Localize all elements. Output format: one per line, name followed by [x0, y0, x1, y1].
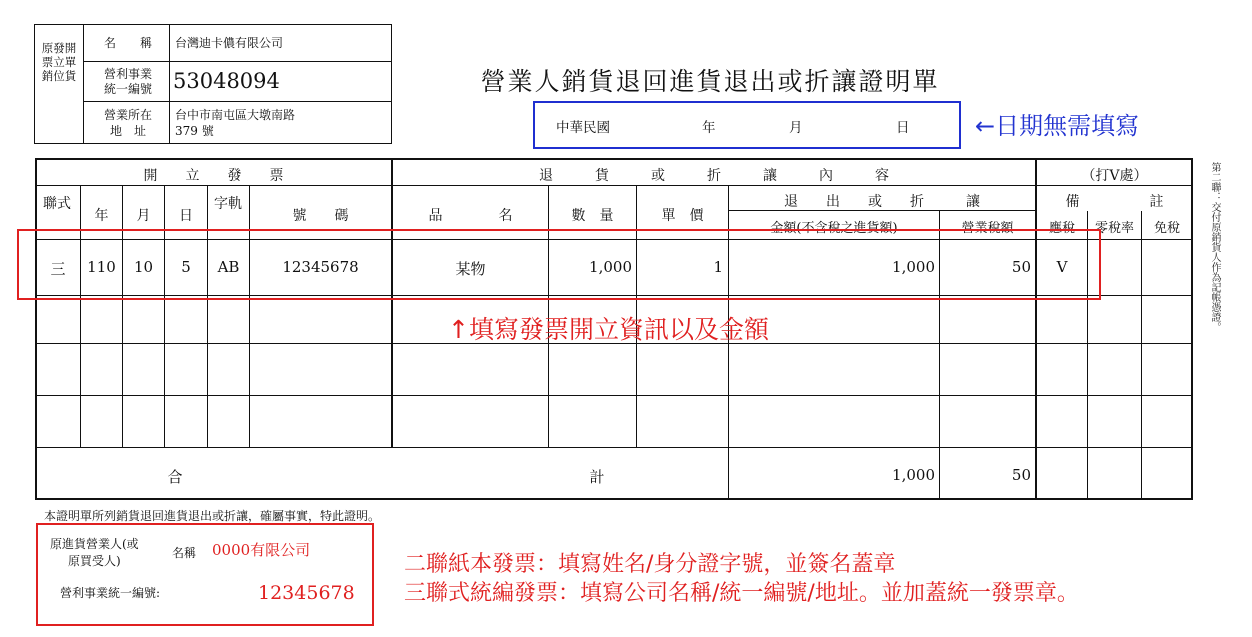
- buyer-taxid-value: 12345678: [258, 582, 355, 604]
- table-line: [164, 186, 165, 447]
- date-year: 年: [702, 120, 716, 136]
- total-label-1: 合: [167, 468, 183, 486]
- header-taxable: 應稅: [1048, 221, 1075, 236]
- seller-address-line-1: 台中市南屯區大墩南路: [175, 108, 296, 122]
- row-item: 某物: [455, 260, 486, 278]
- row-year: 110: [87, 258, 116, 276]
- row-month: 10: [133, 258, 154, 276]
- divider: [83, 101, 391, 102]
- seller-address-line-2: 379 號: [175, 124, 214, 138]
- three-copy-note: 三聯式統編發票：填寫公司名稱/統一編號/地址。並加蓋統一發票章。: [404, 581, 1079, 606]
- seller-address-label-2: 地 址: [109, 124, 146, 138]
- divider: [83, 25, 84, 143]
- header-tax: 營業稅額: [961, 221, 1014, 236]
- buyer-taxid-label: 營利事業統一編號:: [60, 586, 161, 600]
- total-label-2: 計: [589, 468, 605, 486]
- table-line: [249, 186, 250, 447]
- row-track: AB: [217, 258, 240, 276]
- date-note: ←日期無需填寫: [975, 112, 1140, 140]
- row-tax: 50: [1011, 258, 1031, 276]
- row-copy-type: 三: [50, 260, 66, 278]
- table-line: [36, 447, 1192, 448]
- header-day: 日: [179, 208, 193, 224]
- row-amount: 1,000: [892, 258, 935, 276]
- row-quantity: 1,000: [589, 258, 632, 276]
- table-line: [122, 186, 123, 447]
- header-amount: 金額(不含稅之進貨額): [770, 221, 898, 236]
- row-day: 5: [181, 258, 191, 276]
- row-highlight-box: [17, 229, 1101, 300]
- seller-info-box: [34, 24, 392, 144]
- header-remark-label: 備 註: [1065, 194, 1164, 210]
- total-tax: 50: [1011, 466, 1031, 484]
- header-year: 年: [94, 208, 109, 224]
- table-line: [80, 186, 81, 447]
- table-line: [391, 159, 393, 447]
- seller-taxid-value: 53048094: [173, 69, 280, 93]
- header-copy-type: 聯式: [43, 196, 71, 212]
- header-remark-group: （打V處）: [1081, 168, 1148, 184]
- header-track: 字軌: [214, 196, 242, 212]
- buyer-info-box: [36, 523, 374, 626]
- header-number: 號 碼: [292, 208, 349, 224]
- buyer-label-1: 原進貨營業人(或: [50, 537, 139, 551]
- divider: [83, 61, 391, 62]
- header-invoice-group: 開 立 發 票: [143, 168, 284, 184]
- seller-name-value: 台灣迪卡儂有限公司: [175, 36, 284, 50]
- row-number: 12345678: [282, 258, 359, 276]
- date-month: 月: [789, 120, 803, 136]
- row-unit-price: 1: [713, 258, 723, 276]
- date-day: 日: [896, 120, 910, 136]
- row-taxable-mark: V: [1056, 258, 1068, 276]
- divider: [169, 25, 170, 143]
- seller-taxid-label-1: 營利事業: [103, 67, 152, 81]
- certify-statement: 本證明單所列銷貨退回進貨退出或折讓，確屬事實，特此證明。: [44, 509, 381, 523]
- table-line: [36, 185, 1192, 186]
- header-return-amount: 退 出 或 折 讓: [784, 194, 980, 210]
- fill-info-note: ↑填寫發票開立資訊以及金額: [448, 315, 769, 344]
- seller-side-label: 原發開票立單銷位貨: [41, 41, 77, 83]
- document-title: 營業人銷貨退回進貨退出或折讓證明單: [480, 67, 940, 96]
- buyer-label-2: 原買受人): [68, 554, 121, 568]
- table-line: [1141, 211, 1142, 499]
- header-month: 月: [136, 208, 151, 224]
- seller-address-label-1: 營業所在: [103, 108, 152, 122]
- seller-taxid-label-2: 統一編號: [103, 82, 152, 96]
- buyer-name-value: 0000有限公司: [212, 541, 311, 559]
- table-line: [207, 186, 208, 447]
- seller-name-label: 名 稱: [103, 36, 152, 50]
- total-amount: 1,000: [892, 466, 935, 484]
- table-line: [36, 395, 1192, 396]
- side-note: 第二聯：交付原銷貨人作為記帳憑證。: [1209, 162, 1220, 332]
- header-unit-price: 單 價: [661, 208, 704, 224]
- date-era: 中華民國: [556, 120, 610, 136]
- header-zero-rate: 零稅率: [1094, 221, 1134, 236]
- header-return-group: 退 貨 或 折 讓 內 容: [539, 168, 889, 184]
- header-quantity: 數 量: [571, 208, 614, 224]
- two-copy-note: 二聯紙本發票：填寫姓名/身分證字號，並簽名蓋章: [404, 552, 896, 577]
- buyer-name-label: 名稱: [172, 546, 197, 560]
- header-item: 品 名: [428, 208, 513, 224]
- header-exempt: 免稅: [1153, 221, 1180, 236]
